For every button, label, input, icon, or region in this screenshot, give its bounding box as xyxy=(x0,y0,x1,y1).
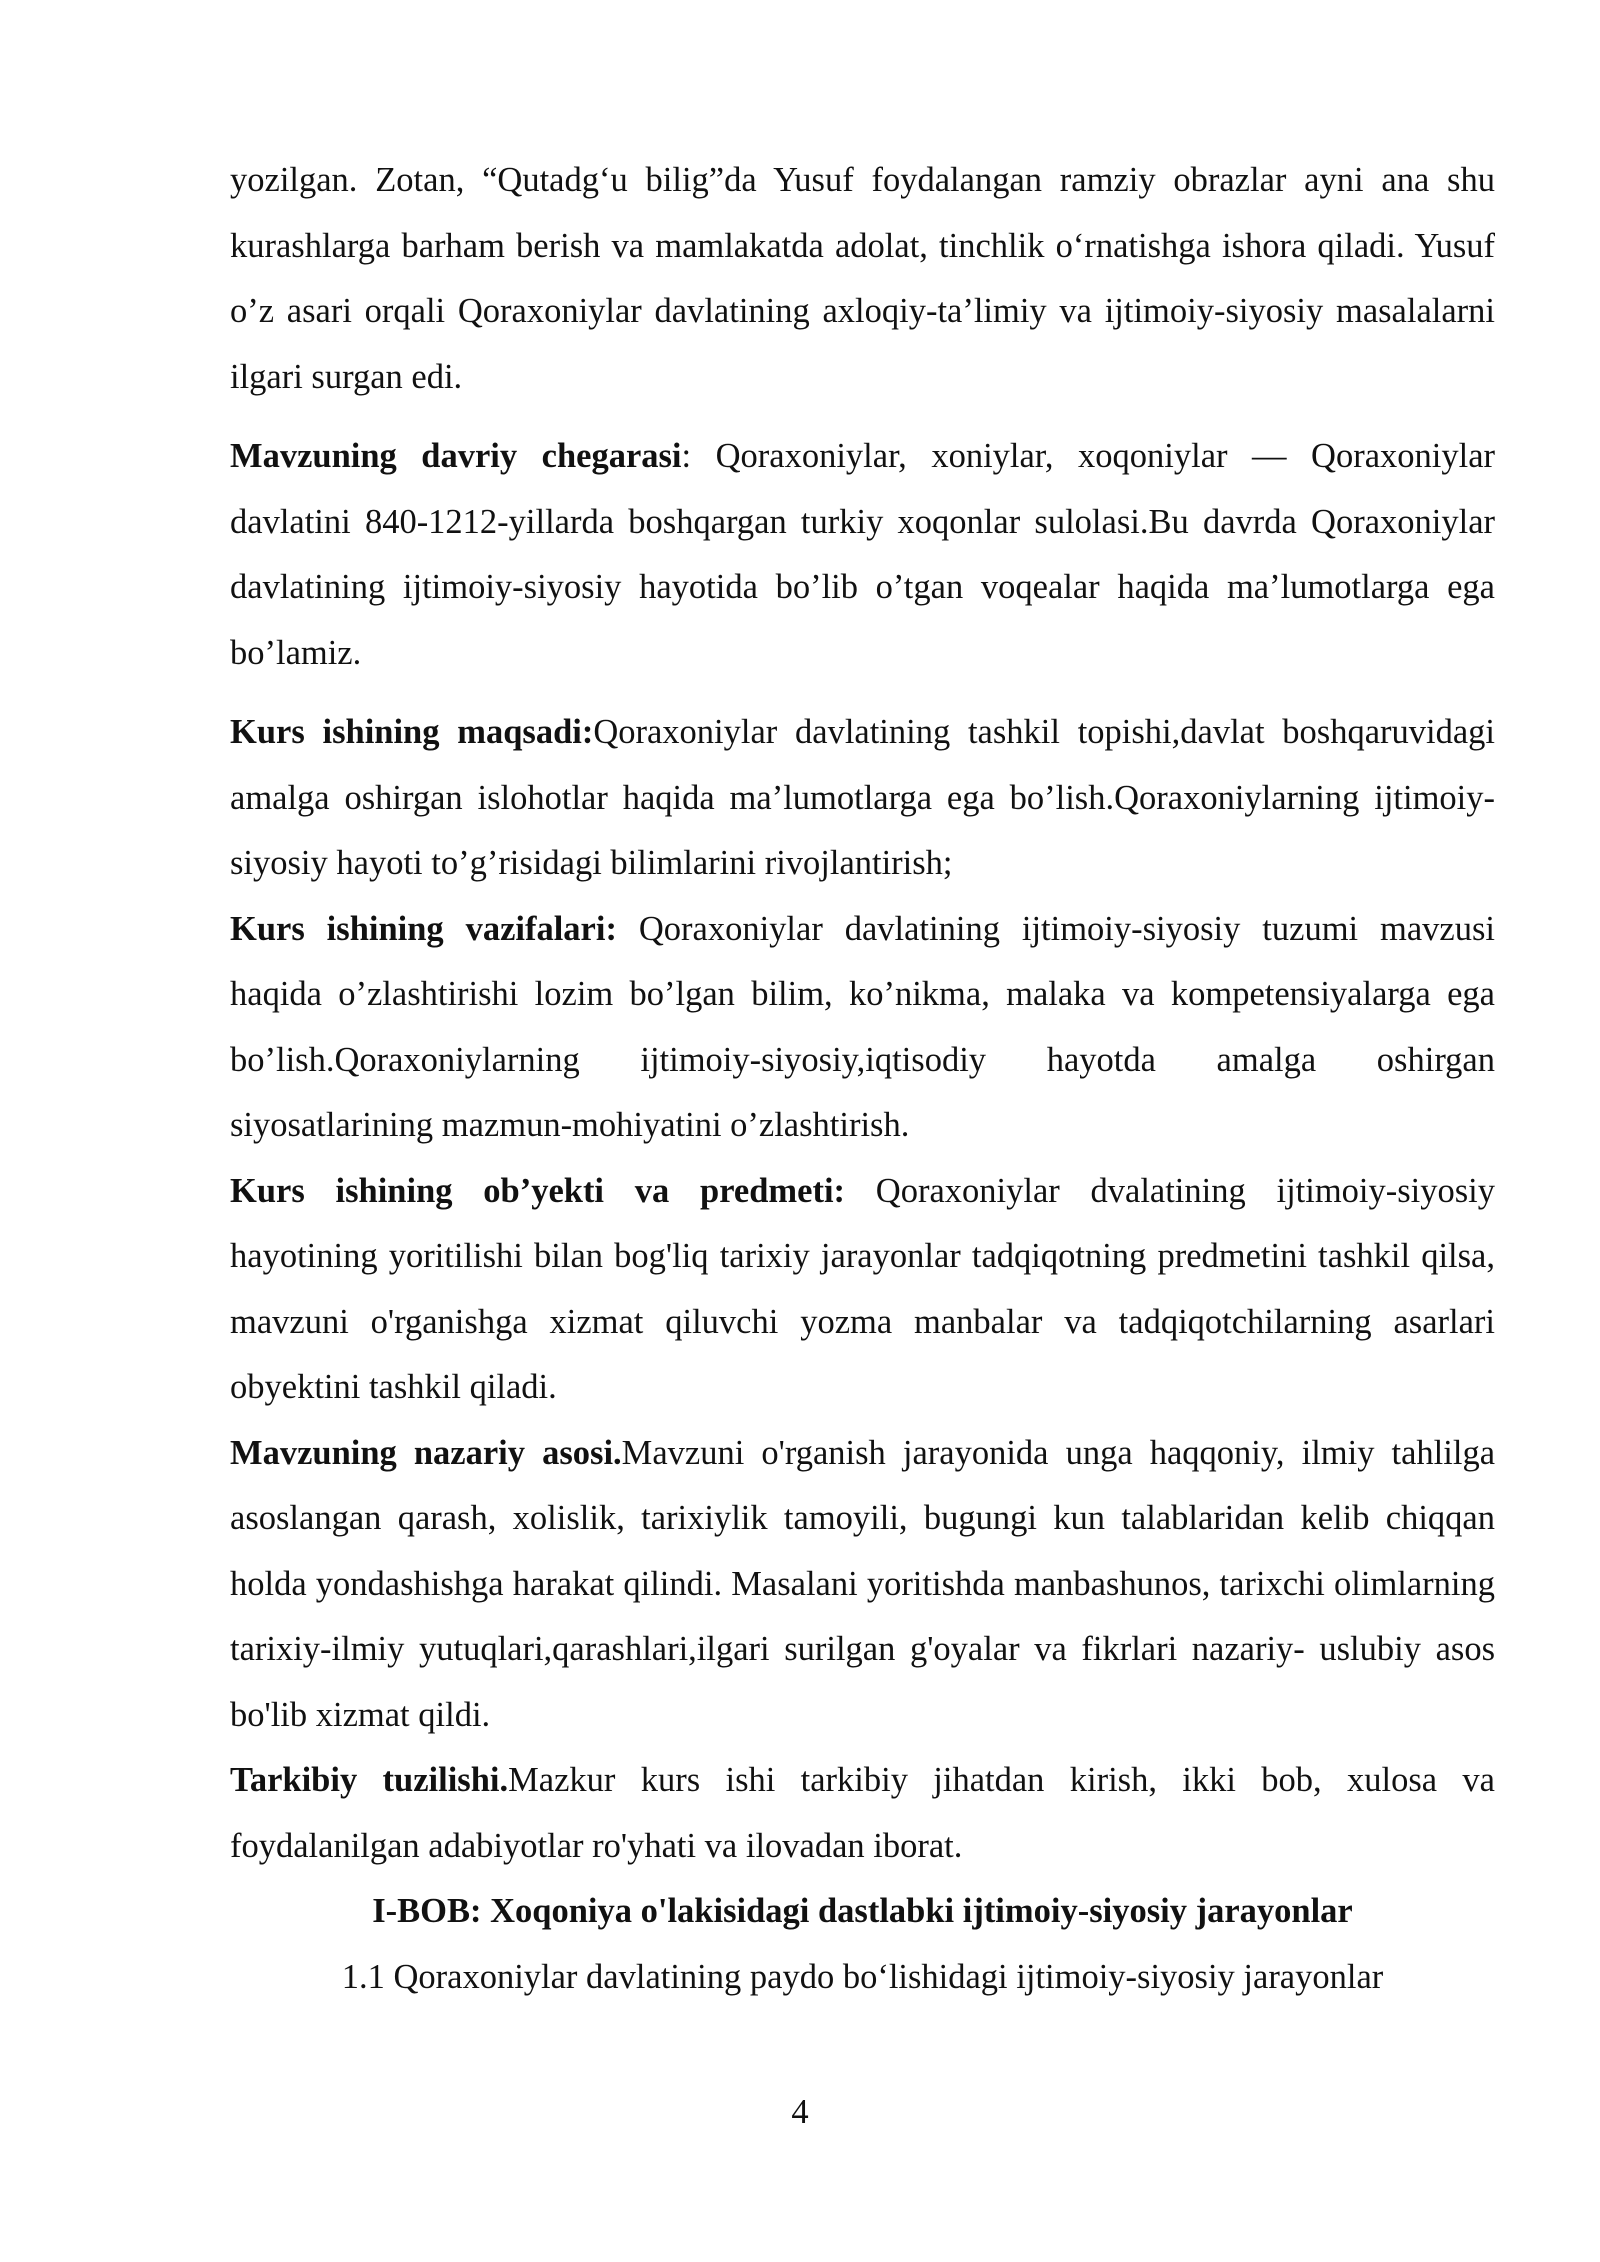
document-body xyxy=(230,148,1495,2010)
chapter-heading: I-BOB: Xoqoniya o'lakisidagi dastlabki ijtimoiy-siyosiy jarayonlar xyxy=(372,1892,1353,1930)
paragraph-object-subject xyxy=(230,1159,1495,1421)
paragraph-course-goal xyxy=(230,700,1495,897)
paragraph-text: yozilgan. Zotan, “Qutadg‘u bilig”da Yusuf foydalangan ramziy obrazlar ayni ana shu kurashlarga barham berish va mamlakatda adolat, tinchlik o‘rnatishga ishora qiladi. Yusuf o’z asari orqali Qoraxoniylar davlatining axloqiy-ta’limiy va ijtimoiy-siyosiy masalalarni ilgari surgan edi. xyxy=(230,161,1495,396)
paragraph-lead: Tarkibiy tuzilishi. xyxy=(230,1761,509,1799)
paragraph-lead: Kurs ishining maqsadi: xyxy=(230,713,594,751)
paragraph-text: Mavzuni o'rganish jarayonida unga haqqoniy, ilmiy tahlilga asoslangan qarash, xolislik, tarixiylik tamoyili, bugungi kun talablaridan kelib chiqqan holda yondashishga harakat qilindi. Masalani yoritishda manbashunos, tarixchi olimlarning tarixiy-ilmiy yutuqlari,qarashlari,ilgari surilgan g'oyalar va fikrlari nazariy- uslubiy asos bo'lib xizmat qildi. xyxy=(230,1433,1496,1734)
paragraph-text: Mazkur kurs ishi tarkibiy jihatdan kirish, ikki bob, xulosa va foydalanilgan adabiyotlar ro'yhati va ilovadan iborat. xyxy=(230,1761,1495,1865)
paragraph-text: Qoraxoniylar dvalatining ijtimoiy-siyosiy hayotining yoritilishi bilan bog'liq tarixiy jarayonlar tadqiqotning predmetini tashkil qilsa, mavzuni o'rganishga xizmat qiluvchi yozma manbalar va tadqiqotchilarning asarlari obyektini tashkil qiladi. xyxy=(230,1171,1496,1406)
paragraph-chronological-scope xyxy=(230,424,1495,686)
paragraph-text: : Qoraxoniylar, xoniylar, xoqoniylar — Qoraxoniylar davlatini 840-1212-yillarda boshqargan turkiy xoqonlar sulolasi.Bu davrda Qoraxoniylar davlatining ijtimoiy-siyosiy hayotida bo’lib o’tgan voqealar haqida ma’lumotlarga ega bo’lamiz. xyxy=(230,437,1495,672)
paragraph-text: Qoraxoniylar davlatining tashkil topishi,davlat boshqaruvidagi amalga oshirgan islohotlar haqida ma’lumotlarga ega bo’lish.Qoraxoniylarning ijtimoiy-siyosiy hayoti to’g’risidagi bilimlarini rivojlantirish; xyxy=(230,713,1495,882)
paragraph-text: Qoraxoniylar davlatining ijtimoiy-siyosiy tuzumi mavzusi haqida o’zlashtirishi lozim bo’lgan bilim, ko’nikma, malaka va kompetensiyalarga ega bo’lish.Qoraxoniylarning ijtimoiy-siyosiy,iqtisodiy hayotda amalga oshirgan siyosatlarining mazmun-mohiyatini o’zlashtirish. xyxy=(230,909,1495,1144)
paragraph-lead: Mavzuning nazariy asosi. xyxy=(230,1433,622,1472)
section-heading: 1.1 Qoraxoniylar davlatining paydo bo‘lishidagi ijtimoiy-siyosiy jarayonlar xyxy=(341,1957,1384,1996)
paragraph-intro-continuation xyxy=(230,148,1495,410)
paragraph-structure xyxy=(230,1748,1495,1879)
paragraph-lead: Kurs ishining vazifalari: xyxy=(230,909,617,948)
paragraph-theoretical-basis xyxy=(230,1421,1495,1749)
paragraph-lead: Mavzuning davriy chegarasi xyxy=(230,437,682,475)
page-number: 4 xyxy=(791,2093,809,2131)
paragraph-course-tasks xyxy=(230,897,1495,1159)
paragraph-lead: Kurs ishining ob’yekti va predmeti: xyxy=(230,1171,846,1210)
